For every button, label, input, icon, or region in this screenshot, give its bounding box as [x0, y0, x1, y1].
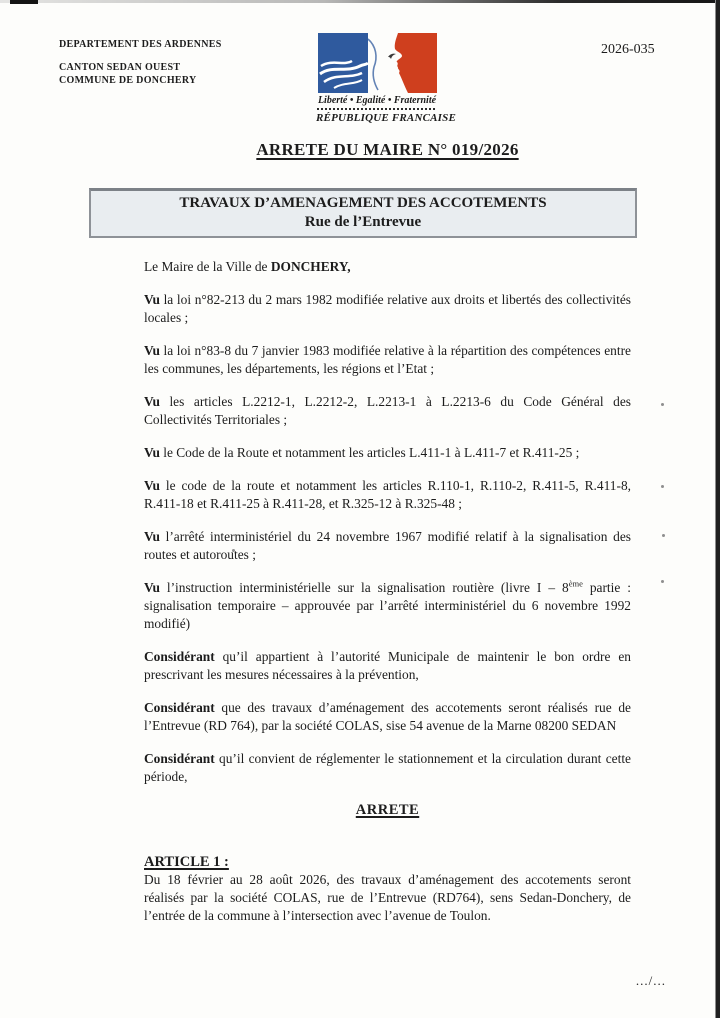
- logo-red-panel: [394, 33, 436, 93]
- scan-top-edge-artifact: [0, 0, 720, 3]
- scan-mark-artifact: [10, 0, 38, 4]
- canton-name: CANTON SEDAN OUEST: [59, 62, 181, 73]
- arrete-heading: ARRETE: [355, 802, 420, 818]
- paragraph: Vu l’arrêté interministériel du 24 novembre 1967 modifié relatif à la signalisation des routes et autoroutes ;: [144, 529, 631, 562]
- logo-hair-stroke: [368, 39, 378, 90]
- subject-line1: TRAVAUX D’AMENAGEMENT DES ACCOTEMENTS: [179, 195, 547, 211]
- document-title: ARRETE DU MAIRE N° 019/2026: [256, 140, 519, 159]
- department-name: DEPARTEMENT DES ARDENNES: [59, 39, 222, 50]
- paragraph: Vu le code de la route et notamment les articles R.110-1, R.110-2, R.411-5, R.411-8, R.411-18 et R.411-25 à R.411-28, et R.325-12 à R.325-48 ;: [144, 478, 631, 511]
- paragraph: Considérant qu’il appartient à l’autorité Municipale de maintenir le bon ordre en prescrivant les mesures nécessaires à la prévention,: [144, 649, 631, 682]
- paragraph: Vu l’instruction interministérielle sur la signalisation routière (livre I – 8ème partie : signalisation temporaire – approuvée par l’arrêté interministériel du 6 novembre 1992 modifié): [144, 578, 631, 631]
- continuation-mark: .../...: [635, 973, 666, 988]
- subject-box: [89, 188, 637, 238]
- republique-francaise-logo: [316, 33, 457, 124]
- scan-speck: [662, 534, 665, 537]
- paragraph: Considérant qu’il convient de réglementer le stationnement et la circulation durant cette période,: [144, 751, 631, 784]
- paragraph: Vu le Code de la Route et notamment les articles L.411-1 à L.411-7 et R.411-25 ;: [144, 445, 580, 460]
- scan-speck: [661, 485, 664, 488]
- logo-republic-label: RÉPUBLIQUE FRANCAISE: [316, 112, 457, 124]
- paragraph: Vu la loi n°82-213 du 2 mars 1982 modifiée relative aux droits et libertés des collectivités locales ;: [144, 292, 631, 325]
- subject-line2: Rue de l’Entrevue: [304, 214, 422, 230]
- scan-right-edge-artifact: [715, 0, 720, 1018]
- scan-speck: [661, 403, 664, 406]
- logo-divider: [317, 108, 437, 110]
- logo-motto: Liberté • Egalité • Fraternité: [317, 95, 437, 106]
- paragraph: Le Maire de la Ville de DONCHERY,: [144, 259, 351, 274]
- paragraph: Vu la loi n°83-8 du 7 janvier 1983 modifiée relative à la répartition des compétences entre les communes, les départements, les régions et l’Etat ;: [144, 343, 631, 376]
- scan-speck: [661, 580, 664, 583]
- commune-name: COMMUNE DE DONCHERY: [59, 75, 197, 86]
- article-heading: ARTICLE 1 :: [144, 854, 229, 870]
- issuer-block: [59, 38, 222, 87]
- paragraph: Considérant que des travaux d’aménagement des accotements seront réalisés rue de l’Entrevue (RD 764), par la société COLAS, sise 54 avenue de la Marne 08200 SEDAN: [144, 700, 631, 733]
- reference-number: 2026-035: [601, 42, 655, 57]
- body-paragraphs: [144, 258, 631, 940]
- logo-bird-icon: [388, 54, 396, 59]
- marianne-logo-icon: [318, 33, 437, 93]
- paragraph: Vu les articles L.2212-1, L.2212-2, L.2213-1 à L.2213-6 du Code Général des Collectivités Territoriales ;: [144, 394, 631, 427]
- article-block: ARTICLE 1 : Du 18 février au 28 août 2026, des travaux d’aménagement des accotements seront réalisés par la société COLAS, rue de l’Entrevue (RD764), sens Sedan-Donchery, de l’entrée de la commune à l’intersection avec l’avenue de Toulon.: [144, 854, 631, 923]
